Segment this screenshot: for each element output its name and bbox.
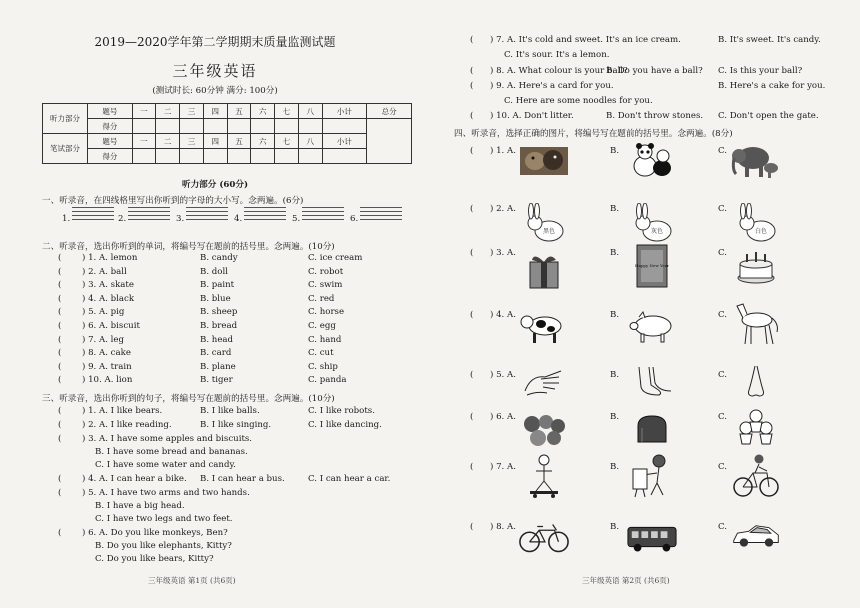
score-cell[interactable] (275, 149, 299, 164)
score-cell[interactable] (298, 149, 322, 164)
s2-option-c: C. hand (308, 334, 342, 345)
score-cell[interactable] (251, 149, 275, 164)
s2-option-b: B. doll (200, 266, 228, 277)
four-line-grid[interactable] (128, 207, 170, 223)
col: 小计 (322, 104, 367, 119)
skateboarding-picture (518, 456, 570, 496)
answer-paren[interactable]: ( (58, 348, 62, 359)
total-score-cell[interactable] (367, 119, 412, 164)
cake-picture (730, 246, 782, 286)
s3-q1-a: ) 1. A. I like bears. (82, 406, 163, 416)
answer-paren[interactable]: ( (470, 522, 474, 532)
answer-paren[interactable]: ( (58, 474, 62, 484)
answer-paren[interactable]: ( (470, 146, 474, 156)
s3-q2-c: C. I like dancing. (308, 420, 382, 430)
score-cell[interactable] (180, 119, 204, 134)
s2-option-b: B. candy (200, 253, 238, 263)
s3-q4-c: C. I can hear a car. (308, 474, 391, 484)
rabbit-color-label: 黑色 (543, 228, 556, 235)
s4-option-b: B. (610, 204, 620, 214)
s3-q7-b: B. It's sweet. It's candy. (718, 35, 821, 45)
four-line-grid[interactable] (244, 207, 286, 223)
blank-number: 5. (292, 214, 301, 224)
score-cell[interactable] (227, 149, 251, 164)
biscuits-picture (518, 410, 570, 450)
exam-subject: 三年级英语 (172, 62, 258, 80)
score-cell[interactable] (251, 119, 275, 134)
answer-paren[interactable]: ( (470, 66, 474, 76)
s4-option-c: C. (718, 412, 728, 422)
s2-option-c: C. ice cream (308, 253, 363, 263)
four-line-grid[interactable] (360, 207, 402, 223)
s4-option-c: C. (718, 204, 728, 214)
row-label-q: 题号 (88, 134, 133, 149)
s2-option-n: ) 3. A. skate (82, 280, 134, 291)
answer-paren[interactable]: ( (470, 412, 474, 422)
s4-option-n: ) 6. A. (490, 412, 516, 422)
s3-q10-b: B. Don't throw stones. (606, 111, 704, 121)
answer-paren[interactable]: ( (58, 334, 62, 345)
col: 四 (203, 104, 227, 119)
s3-q8-b: B. Do you have a ball? (606, 66, 703, 76)
s2-option-b: B. card (200, 348, 232, 359)
s3-q10-a: ) 10. A. Don't litter. (490, 111, 574, 121)
blank-number: 2. (118, 214, 127, 224)
s3-q9-a: ) 9. A. Here's a card for you. (490, 81, 614, 91)
answer-paren[interactable]: ( (470, 370, 474, 380)
s4-option-c: C. (718, 248, 728, 258)
s4-option-b: B. (610, 146, 620, 156)
pandas-picture (626, 140, 678, 180)
written-label: 笔试部分 (43, 134, 88, 164)
answer-paren[interactable]: ( (58, 266, 62, 277)
s2-option-c: C. red (308, 293, 335, 304)
listening-label: 听力部分 (43, 104, 88, 134)
rabbit-color-label: 灰色 (651, 228, 664, 235)
s4-option-n: ) 5. A. (490, 370, 516, 380)
s3-q2-a: ) 2. A. I like reading. (82, 420, 172, 430)
s3-q8-c: C. Is this your ball? (718, 66, 803, 76)
score-table (42, 103, 412, 164)
s2-option-n: ) 1. A. lemon (82, 253, 138, 263)
s2-option-c: C. egg (308, 321, 336, 331)
cycling-picture (730, 456, 782, 496)
bread-picture (626, 410, 678, 450)
answer-paren[interactable]: ( (470, 35, 474, 45)
cupcakes-picture (730, 408, 782, 448)
s2-option-b: B. sheep (200, 307, 238, 318)
blank-number: 3. (176, 214, 185, 224)
answer-paren[interactable]: ( (470, 204, 474, 214)
s2-option-c: C. cut (308, 348, 334, 359)
car-picture (730, 516, 782, 556)
cow-picture (518, 308, 570, 348)
answer-paren[interactable]: ( (58, 321, 62, 331)
s3-q4-b: B. I can hear a bus. (200, 474, 285, 484)
s3-q1-c: C. I like robots. (308, 406, 375, 416)
answer-paren[interactable]: ( (470, 462, 474, 472)
col: 四 (203, 134, 227, 149)
card-picture (626, 246, 678, 286)
col: 八 (298, 104, 322, 119)
answer-paren[interactable]: ( (58, 528, 62, 538)
exam-info: (测试时长: 60分钟 满分: 100分) (152, 86, 278, 96)
blank-number: 6. (350, 214, 359, 224)
s2-option-c: C. ship (308, 361, 338, 372)
rabbit-picture (626, 203, 678, 243)
col: 五 (227, 134, 251, 149)
col: 小计 (322, 134, 367, 149)
s3-q5-c: C. I have two legs and two feet. (95, 514, 233, 524)
s2-option-c: C. horse (308, 307, 345, 318)
tigers-picture (518, 140, 570, 180)
answer-paren[interactable]: ( (58, 375, 62, 386)
score-cell[interactable] (298, 119, 322, 134)
blank-number: 1. (62, 214, 71, 224)
blank-number: 4. (234, 214, 243, 224)
answer-paren[interactable]: ( (58, 307, 62, 318)
s3-q7-c: C. It's sour. It's a lemon. (504, 50, 610, 60)
four-line-grid[interactable] (302, 207, 344, 223)
s2-option-n: ) 2. A. ball (82, 266, 127, 277)
col: 二 (156, 134, 180, 149)
s3-q5-a: ) 5. A. I have two arms and two hands. (82, 488, 250, 498)
section1-title: 一、听录音，在四线格里写出你听到的字母的大小写。念两遍。(6分) (42, 196, 304, 206)
s4-option-b: B. (610, 522, 620, 532)
s2-option-b: B. tiger (200, 375, 233, 386)
s4-option-b: B. (610, 370, 620, 380)
hands-picture (518, 362, 570, 402)
s4-option-n: ) 4. A. (490, 310, 516, 320)
col: 六 (251, 104, 275, 119)
s4-option-n: ) 3. A. (490, 248, 516, 258)
score-cell[interactable] (132, 149, 156, 164)
s2-option-c: C. panda (308, 375, 347, 386)
col: 七 (275, 134, 299, 149)
s3-q5-b: B. I have a big head. (95, 501, 185, 511)
rabbit-color-label: 白色 (755, 228, 768, 235)
score-cell[interactable] (227, 119, 251, 134)
col: 三 (180, 134, 204, 149)
answer-paren[interactable]: ( (58, 253, 62, 263)
score-cell[interactable] (180, 149, 204, 164)
rabbit-picture (518, 203, 570, 243)
row-label-s: 得分 (88, 149, 133, 164)
rabbit-picture (730, 203, 782, 243)
s4-option-c: C. (718, 522, 728, 532)
s3-q6-b: B. Do you like elephants, Kitty? (95, 541, 232, 551)
col: 七 (275, 104, 299, 119)
row-label-s: 得分 (88, 119, 133, 134)
s2-option-b: B. bread (200, 321, 238, 331)
section3-title: 三、听录音，选出你听到的句子，将编号写在题前的括号里。念两遍。(10分) (42, 394, 335, 404)
s4-option-b: B. (610, 462, 620, 472)
s2-option-b: B. head (200, 334, 234, 345)
score-cell[interactable] (203, 119, 227, 134)
s2-option-n: ) 9. A. train (82, 361, 132, 372)
section2-title: 二、听录音，选出你听到的单词，将编号写在题前的括号里。念两遍。(10分) (42, 242, 335, 252)
score-cell[interactable] (322, 149, 367, 164)
col: 六 (251, 134, 275, 149)
s4-option-b: B. (610, 412, 620, 422)
s4-option-c: C. (718, 146, 728, 156)
card-text: Happy New Year (634, 263, 670, 268)
s2-option-b: B. blue (200, 293, 231, 304)
row-label-q: 题号 (88, 104, 133, 119)
col: 一 (132, 104, 156, 119)
gift-box-picture (518, 250, 570, 290)
score-cell[interactable] (203, 149, 227, 164)
page-2 (430, 0, 860, 608)
bike-picture (518, 518, 570, 558)
answer-paren[interactable]: ( (470, 248, 474, 258)
pig-picture (626, 306, 678, 346)
s4-option-b: B. (610, 310, 620, 320)
s3-q2-b: B. I like singing. (200, 420, 272, 430)
s2-option-n: ) 7. A. leg (82, 334, 125, 345)
answer-paren[interactable]: ( (58, 488, 62, 498)
answer-paren[interactable]: ( (470, 81, 474, 91)
bus-picture (626, 518, 678, 558)
answer-paren[interactable]: ( (470, 111, 474, 121)
s4-option-c: C. (718, 370, 728, 380)
score-cell[interactable] (322, 119, 367, 134)
s3-q6-a: ) 6. A. Do you like monkeys, Ben? (82, 528, 228, 538)
s3-q9-b: B. Here's a cake for you. (718, 81, 826, 91)
s2-option-b: B. plane (200, 361, 236, 372)
s4-option-b: B. (610, 248, 620, 258)
score-cell[interactable] (156, 119, 180, 134)
page-footer: 三年级英语 第1页 (共6页) (148, 576, 236, 585)
s2-option-c: C. robot (308, 266, 344, 277)
s4-option-c: C. (718, 462, 728, 472)
col: 八 (298, 134, 322, 149)
s2-option-n: ) 6. A. biscuit (82, 321, 140, 331)
answer-paren[interactable]: ( (58, 434, 62, 444)
s2-option-n: ) 8. A. cake (82, 348, 131, 359)
four-line-grid[interactable] (186, 207, 228, 223)
s2-option-n: ) 5. A. pig (82, 307, 125, 318)
answer-paren[interactable]: ( (58, 361, 62, 372)
s2-option-n: ) 10. A. lion (82, 375, 133, 386)
elephants-picture (730, 140, 782, 180)
s3-q1-b: B. I like balls. (200, 406, 260, 416)
s3-q7-a: ) 7. A. It's cold and sweet. It's an ice cream. (490, 35, 681, 45)
listening-section-title: 听力部分 (60分) (181, 180, 249, 190)
s3-q3-b: B. I have some bread and bananas. (95, 447, 248, 457)
nose-picture (730, 362, 782, 402)
page-footer: 三年级英语 第2页 (共6页) (582, 576, 670, 585)
s4-option-n: ) 8. A. (490, 522, 516, 532)
col: 二 (156, 104, 180, 119)
section4-title: 四、听录音，选择正确的图片，将编号写在题前的括号里。念两遍。(8分) (454, 129, 733, 139)
s4-option-n: ) 2. A. (490, 204, 516, 214)
s3-q4-a: ) 4. A. I can hear a bike. (82, 474, 187, 484)
s3-q10-c: C. Don't open the gate. (718, 111, 819, 121)
answer-paren[interactable]: ( (58, 280, 62, 291)
col: 五 (227, 104, 251, 119)
score-cell[interactable] (275, 119, 299, 134)
s2-option-c: C. swim (308, 280, 343, 291)
feet-picture (626, 362, 678, 402)
s4-option-n: ) 7. A. (490, 462, 516, 472)
score-cell[interactable] (156, 149, 180, 164)
s3-q9-c: C. Here are some noodles for you. (504, 96, 653, 106)
s3-q3-c: C. I have some water and candy. (95, 460, 236, 470)
s3-q8-a: ) 8. A. What colour is your ball? (490, 66, 628, 76)
painting-picture (626, 456, 678, 496)
col: 总分 (367, 104, 412, 119)
exam-title: 2019—2020学年第二学期期末质量监测试题 (94, 35, 336, 49)
four-line-grid[interactable] (72, 207, 114, 223)
answer-paren[interactable]: ( (58, 406, 62, 416)
s2-option-b: B. paint (200, 280, 235, 291)
score-cell[interactable] (132, 119, 156, 134)
answer-paren[interactable]: ( (58, 293, 62, 304)
col: 三 (180, 104, 204, 119)
s3-q6-c: C. Do you like bears, Kitty? (95, 554, 214, 564)
s3-q3-a: ) 3. A. I have some apples and biscuits. (82, 434, 253, 444)
answer-paren[interactable]: ( (58, 420, 62, 430)
horse-picture (730, 304, 782, 344)
s4-option-n: ) 1. A. (490, 146, 516, 156)
s2-option-n: ) 4. A. black (82, 293, 135, 304)
col: 一 (132, 134, 156, 149)
answer-paren[interactable]: ( (470, 310, 474, 320)
s4-option-c: C. (718, 310, 728, 320)
